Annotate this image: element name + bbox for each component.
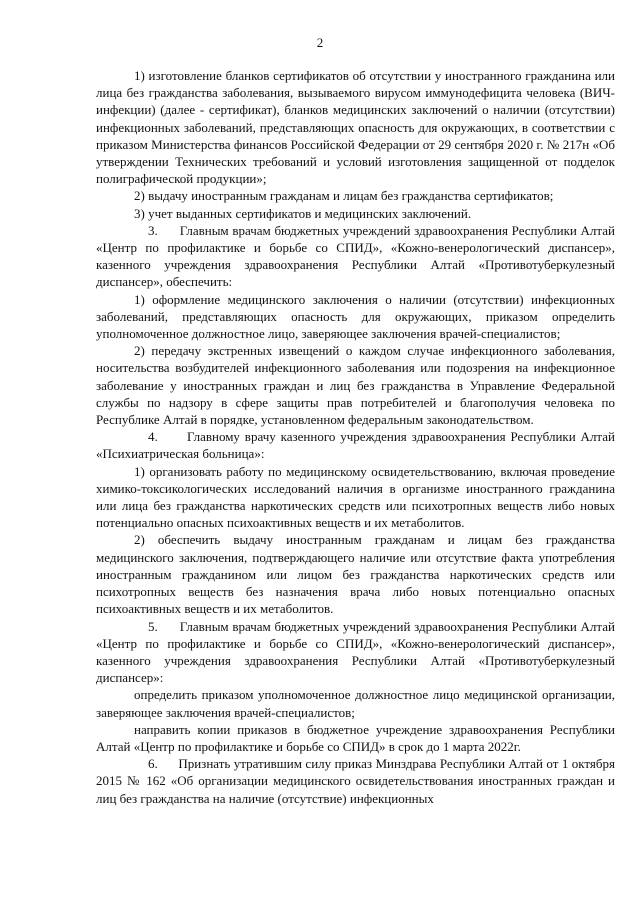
paragraph-item-2-issuance: 2) выдачу иностранным гражданам и лицам без гражданства сертификатов; (134, 188, 554, 204)
paragraph-point-4: 4. Главному врачу казенного учреждения здравоохранения Республики Алтай «Психиатрическая больница»: (96, 429, 615, 462)
paragraph-item-1-blanks: 1) изготовление бланков сертификатов об отсутствии у иностранного гражданина или лица без гражданства заболевания, вызываемого вирусом иммунодефицита человека (ВИЧ-инфекции) (далее - сертификат), бланков медицинских заключений о наличии (отсутствии) инфекционных заболеваний, представляющих опасность для окружающих, в соответствии с приказом Министерства финансов Российской Федерации от 29 сентября 2020 г. № 217н «Об утверждении Технических требований и условий изготовления защищенной от подделок полиграфической продукции»; (96, 68, 615, 187)
paragraph-point-5: 5. Главным врачам бюджетных учреждений здравоохранения Республики Алтай «Центр по профилактике и борьбе со СПИД», «Кожно-венерологический диспансер», казенного учреждения здравоохранения Республики Алтай «Противотуберкулезный диспансер»: (96, 618, 615, 686)
paragraph-point-3: 3. Главным врачам бюджетных учреждений здравоохранения Республики Алтай «Центр по профилактике и борьбе со СПИД», «Кожно-венерологический диспансер», казенного учреждения здравоохранения Республики Алтай «Противотуберкулезный диспансер», обеспечить: (96, 222, 615, 290)
paragraph-point-5-define: определить приказом уполномоченное должностное лицо медицинской организации, заверяющее заключения врачей-специалистов; (96, 687, 615, 720)
paragraph-point-6: 6. Признать утратившим силу приказ Минздрава Республики Алтай от 1 октября 2015 № 162 «Об организации медицинского освидетельствования иностранных граждан и лиц без гражданства на наличие (отсутствие) инфекционных (96, 756, 615, 806)
page-number: 2 (316, 35, 324, 50)
paragraph-point-4-item-1: 1) организовать работу по медицинскому освидетельствованию, включая проведение химико-токсикологических исследований наличия в организме иностранного гражданина или лица без гражданства наркотических средств или психотропных веществ либо новых потенциально опасных психоактивных веществ и их метаболитов. (96, 463, 615, 531)
paragraph-point-3-item-2: 2) передачу экстренных извещений о каждом случае инфекционного заболевания, носительства возбудителей инфекционного заболевания или подозрения на инфекционное заболевание у иностранных граждан и лиц без гражданства в Управление Федеральной службы по надзору в сфере защиты прав потребителей и благополучия человека по Республике Алтай в порядке, установленном федеральным законодательством. (96, 343, 615, 428)
paragraph-point-5-send: направить копии приказов в бюджетное учреждение здравоохранения Республики Алтай «Центр по профилактике и борьбе со СПИД» в срок до 1 марта 2022г. (96, 721, 615, 754)
paragraph-item-3-accounting: 3) учет выданных сертификатов и медицинских заключений. (134, 205, 472, 221)
paragraph-point-3-item-1: 1) оформление медицинского заключения о наличии (отсутствии) инфекционных заболеваний, представляющих опасность для окружающих, приказом определить уполномоченное должностное лицо, заверяющее заключения врачей-специалистов; (96, 291, 615, 342)
paragraph-point-4-item-2: 2) обеспечить выдачу иностранным гражданам и лицам без гражданства медицинского заключения, подтверждающего наличие или отсутствие факта употребления иностранным гражданином или лицом без гражданства наркотических средств или психотропных веществ без назначения врача либо новых потенциально опасных психоактивных веществ и их метаболитов. (96, 532, 615, 617)
document-body (96, 67, 615, 807)
